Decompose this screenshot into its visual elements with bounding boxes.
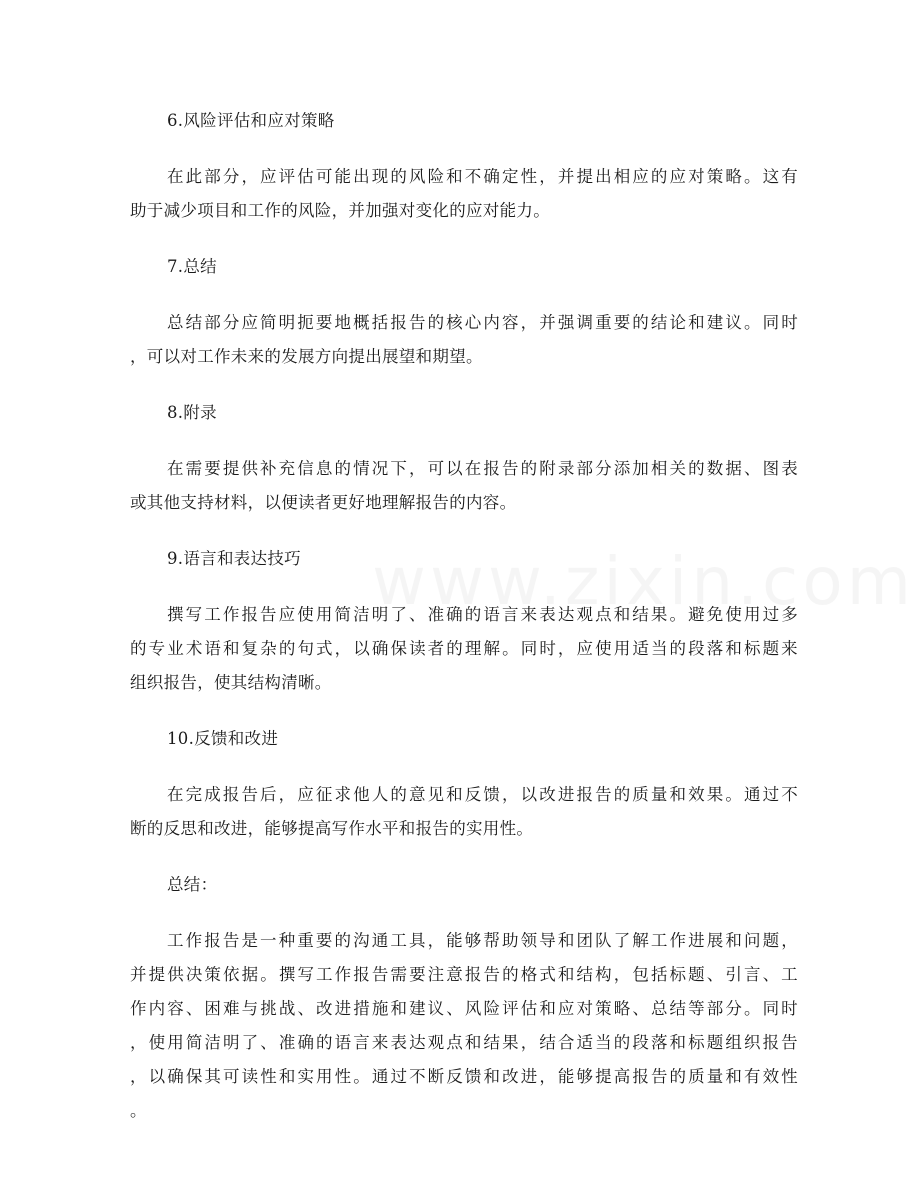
- section-heading: 8.附录: [167, 403, 217, 422]
- paragraph-line: ，可以对工作未来的发展方向提出展望和期望。: [130, 347, 483, 366]
- summary-heading: 总结：: [167, 875, 218, 894]
- paragraph-line: 在此部分，应评估可能出现的风险和不确定性，并提出相应的应对策略。这有: [167, 167, 798, 186]
- paragraph-line: 在完成报告后，应征求他人的意见和反馈，以改进报告的质量和效果。通过不: [167, 785, 798, 804]
- section-paragraph: [130, 778, 798, 846]
- section-paragraph: [130, 598, 798, 700]
- paragraph-line: 断的反思和改进，能够提高写作水平和报告的实用性。: [130, 819, 534, 838]
- paragraph-line: 撰写工作报告应使用简洁明了、准确的语言来表达观点和结果。避免使用过多: [167, 605, 798, 624]
- section-heading: 7.总结: [167, 257, 217, 276]
- paragraph-line: 组织报告，使其结构清晰。: [130, 673, 332, 692]
- section-heading: 6.风险评估和应对策略: [167, 111, 335, 130]
- section-paragraph: [130, 306, 798, 374]
- section-heading: 10.反馈和改进: [167, 729, 279, 748]
- paragraph-line: 。: [130, 1101, 147, 1120]
- paragraph-line: 或其他支持材料，以便读者更好地理解报告的内容。: [130, 493, 517, 512]
- section-paragraph: [130, 160, 798, 228]
- paragraph-line: 在需要提供补充信息的情况下，可以在报告的附录部分添加相关的数据、图表: [167, 459, 798, 478]
- paragraph-line: 总结部分应简明扼要地概括报告的核心内容，并强调重要的结论和建议。同时: [167, 313, 798, 332]
- paragraph-line: ，以确保其可读性和实用性。通过不断反馈和改进，能够提高报告的质量和有效性: [130, 1067, 798, 1086]
- summary-paragraph: [130, 924, 798, 1128]
- paragraph-line: 助于减少项目和工作的风险，并加强对变化的应对能力。: [130, 201, 550, 220]
- paragraph-line: ，使用简洁明了、准确的语言来表达观点和结果，结合适当的段落和标题组织报告: [130, 1033, 798, 1052]
- document-body: [130, 104, 798, 1150]
- section-heading: 9.语言和表达技巧: [167, 549, 301, 568]
- section-paragraph: [130, 452, 798, 520]
- paragraph-line: 工作报告是一种重要的沟通工具，能够帮助领导和团队了解工作进展和问题，: [167, 931, 798, 950]
- paragraph-line: 作内容、困难与挑战、改进措施和建议、风险评估和应对策略、总结等部分。同时: [130, 999, 798, 1018]
- paragraph-line: 并提供决策依据。撰写工作报告需要注意报告的格式和结构，包括标题、引言、工: [130, 965, 798, 984]
- paragraph-line: 的专业术语和复杂的句式，以确保读者的理解。同时，应使用适当的段落和标题来: [130, 639, 798, 658]
